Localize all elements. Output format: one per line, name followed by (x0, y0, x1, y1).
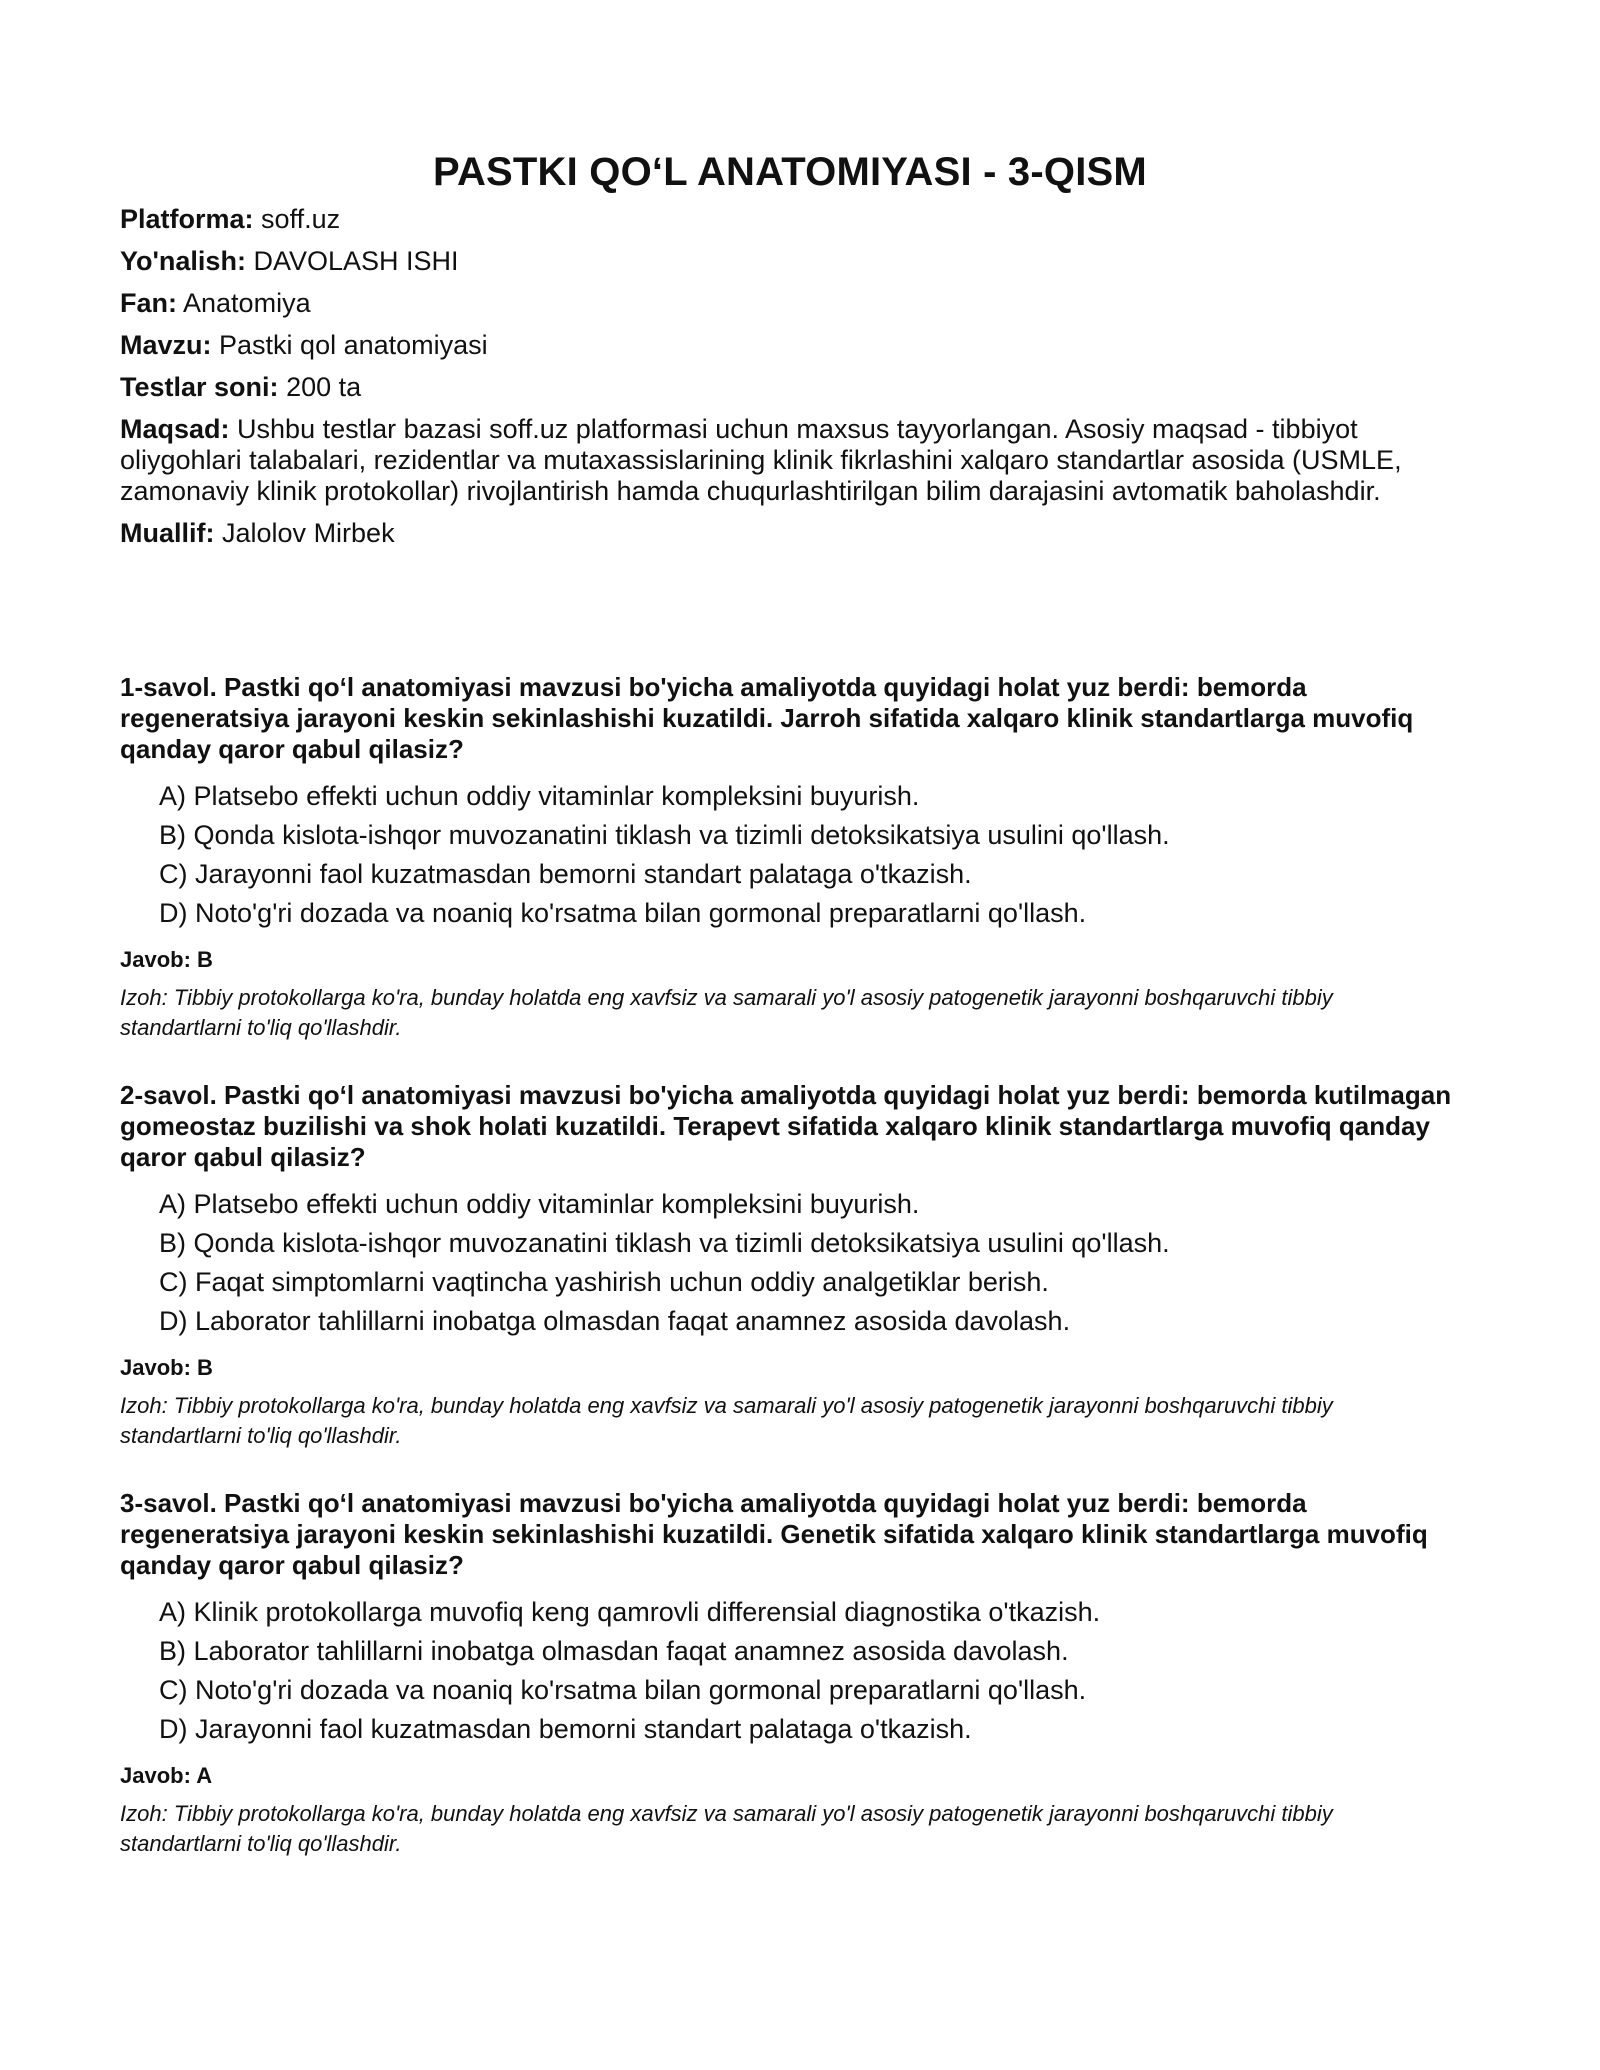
correct-answer: Javob: B (120, 947, 213, 972)
question-3 (120, 1488, 1460, 1896)
meta-topic (120, 330, 1460, 361)
meta-subject-label: Fan: (120, 288, 177, 318)
option-d: D) Laborator tahlillarni inobatga olmasdan faqat anamnez asosida davolash. (159, 1306, 1071, 1336)
meta-direction-value: DAVOLASH ISHI (253, 246, 459, 276)
meta-topic-label: Mavzu: (120, 330, 212, 360)
meta-subject (120, 288, 1460, 319)
answer-options (120, 1593, 1460, 1749)
question-list (120, 672, 1460, 1896)
document-title: PASTKI QO‘L ANATOMIYASI - 3-QISM (433, 149, 1147, 194)
meta-purpose (120, 414, 1460, 507)
option-c: C) Faqat simptomlarni vaqtincha yashirish uchun oddiy analgetiklar berish. (159, 1267, 1049, 1297)
answer-options (120, 777, 1460, 933)
meta-direction-label: Yo'nalish: (120, 246, 246, 276)
meta-platform (120, 204, 1460, 235)
document-metadata (120, 204, 1460, 560)
question-2 (120, 1080, 1460, 1488)
option-b: B) Qonda kislota-ishqor muvozanatini tiklash va tizimli detoksikatsiya usulini qo'llash. (159, 820, 1170, 850)
meta-platform-value: soff.uz (261, 204, 341, 234)
meta-author-label: Muallif: (120, 518, 215, 548)
option-a: A) Platsebo effekti uchun oddiy vitaminlar kompleksini buyurish. (159, 781, 920, 811)
meta-author (120, 518, 1460, 549)
correct-answer: Javob: A (120, 1763, 213, 1788)
question-text: 2-savol. Pastki qo‘l anatomiyasi mavzusi bo'yicha amaliyotda quyidagi holat yuz berdi: bemorda kutilmagan gomeostaz buzilishi va shok holati kuzatildi. Terapevt sifatida xalqaro klinik standartlarga muvofiq qanday qaror qabul qilasiz? (120, 1080, 1452, 1172)
option-c: C) Noto'g'ri dozada va noaniq ko'rsatma bilan gormonal preparatlarni qo'llash. (159, 1675, 1087, 1705)
explanation-note: Izoh: Tibbiy protokollarga ko'ra, bunday holatda eng xavfsiz va samarali yo'l asosiy patogenetik jarayonni boshqaruvchi tibbiy standartlarni to'liq qo'llashdir. (120, 985, 1333, 1040)
meta-tests-count (120, 372, 1460, 403)
meta-direction (120, 246, 1460, 277)
question-1 (120, 672, 1460, 1080)
option-b: B) Qonda kislota-ishqor muvozanatini tiklash va tizimli detoksikatsiya usulini qo'llash. (159, 1228, 1170, 1258)
answer-options (120, 1185, 1460, 1341)
option-a: A) Klinik protokollarga muvofiq keng qamrovli differensial diagnostika o'tkazish. (159, 1597, 1101, 1627)
explanation-note: Izoh: Tibbiy protokollarga ko'ra, bunday holatda eng xavfsiz va samarali yo'l asosiy patogenetik jarayonni boshqaruvchi tibbiy standartlarni to'liq qo'llashdir. (120, 1801, 1333, 1856)
meta-tests-value: 200 ta (286, 372, 362, 402)
question-text: 3-savol. Pastki qo‘l anatomiyasi mavzusi bo'yicha amaliyotda quyidagi holat yuz berdi: bemorda regeneratsiya jarayoni keskin sekinlashishi kuzatildi. Genetik sifatida xalqaro klinik standartlarga muvofiq qanday qaror qabul qilasiz? (120, 1488, 1428, 1580)
option-b: B) Laborator tahlillarni inobatga olmasdan faqat anamnez asosida davolash. (159, 1636, 1069, 1666)
option-c: C) Jarayonni faol kuzatmasdan bemorni standart palataga o'tkazish. (159, 859, 972, 889)
meta-topic-value: Pastki qol anatomiyasi (219, 330, 488, 360)
meta-purpose-value: Ushbu testlar bazasi soff.uz platformasi uchun maxsus tayyorlangan. Asosiy maqsad - tibbiyot oliygohlari talabalari, rezidentlar va mutaxassislarining klinik fikrlashini xalqaro standartlar asosida (USMLE, zamonaviy klinik protokollar) rivojlantirish hamda chuqurlashtirilgan bilim darajasini avtomatik baholashdir. (120, 414, 1402, 506)
meta-platform-label: Platforma: (120, 204, 254, 234)
question-text: 1-savol. Pastki qo‘l anatomiyasi mavzusi bo'yicha amaliyotda quyidagi holat yuz berdi: bemorda regeneratsiya jarayoni keskin sekinlashishi kuzatildi. Jarroh sifatida xalqaro klinik standartlarga muvofiq qanday qaror qabul qilasiz? (120, 672, 1414, 764)
option-d: D) Jarayonni faol kuzatmasdan bemorni standart palataga o'tkazish. (159, 1714, 972, 1744)
correct-answer: Javob: B (120, 1355, 213, 1380)
meta-subject-value: Anatomiya (183, 288, 311, 318)
meta-purpose-label: Maqsad: (120, 414, 230, 444)
explanation-note: Izoh: Tibbiy protokollarga ko'ra, bunday holatda eng xavfsiz va samarali yo'l asosiy patogenetik jarayonni boshqaruvchi tibbiy standartlarni to'liq qo'llashdir. (120, 1393, 1333, 1448)
option-a: A) Platsebo effekti uchun oddiy vitaminlar kompleksini buyurish. (159, 1189, 920, 1219)
meta-tests-label: Testlar soni: (120, 372, 279, 402)
option-d: D) Noto'g'ri dozada va noaniq ko'rsatma bilan gormonal preparatlarni qo'llash. (159, 898, 1087, 928)
meta-author-value: Jalolov Mirbek (222, 518, 395, 548)
